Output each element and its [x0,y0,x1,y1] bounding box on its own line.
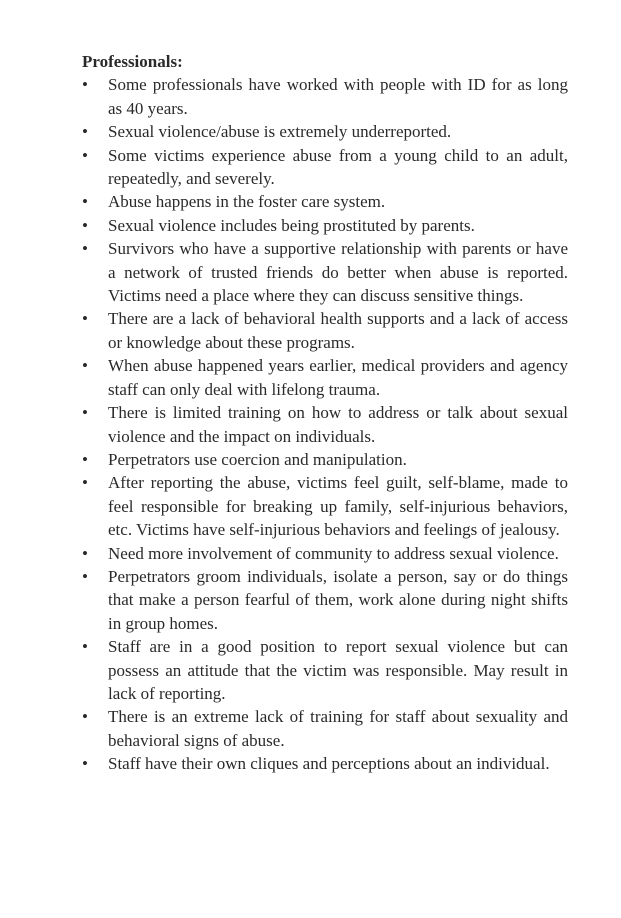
bullet-glyph: • [82,192,88,212]
list-item-text: Abuse happens in the foster care system. [108,192,386,212]
list-item [82,120,568,143]
list-item [82,237,568,307]
list-item-text: Perpetrators use coercion and manipulation. [108,449,407,469]
list-item [82,471,568,541]
list-item-text: There are a lack of behavioral health supports and a lack of access or knowledge about these programs. [108,309,568,352]
bullet-glyph: • [82,637,88,657]
bullet-glyph: • [82,239,88,259]
bullet-glyph: • [82,215,88,235]
list-item-text: Some victims experience abuse from a young child to an adult, repeatedly, and severely. [108,145,568,189]
bullet-glyph: • [82,309,88,329]
list-item [82,635,568,705]
bullet-glyph: • [82,543,88,563]
bullet-glyph: • [82,473,88,493]
list-item [82,565,568,635]
bullet-glyph: • [82,356,88,376]
list-item-text: Survivors who have a supportive relationship with parents or have a network of trusted friends do better when abuse is reported. Victims need a place where they can discuss sensitive things. [108,239,568,306]
list-item-text: Perpetrators groom individuals, isolate a person, say or do things that make a person fearful of them, work alone during night shifts in group homes. [108,566,568,633]
list-item-text: There is an extreme lack of training for staff about sexuality and behavioral signs of abuse. [108,707,568,750]
list-item-text: Staff have their own cliques and perceptions about an individual. [108,754,550,774]
list-item-text: Sexual violence/abuse is extremely underreported. [108,122,452,142]
bullet-glyph: • [82,75,88,95]
list-item-text: When abuse happened years earlier, medical providers and agency staff can only deal with lifelong trauma. [108,356,568,399]
list-item [82,752,568,775]
list-item [82,401,568,448]
bullet-glyph: • [82,707,88,727]
list-item [82,354,568,401]
list-item [82,542,568,565]
section-heading: Professionals: [82,52,183,71]
list-item-text: Staff are in a good position to report sexual violence but can possess an attitude that the victim was responsible. May result in lack of reporting. [108,637,568,703]
list-item [82,705,568,752]
document-page [82,50,568,776]
list-item-text: Some professionals have worked with people with ID for as long as 40 years. [108,75,568,118]
list-item-text: After reporting the abuse, victims feel guilt, self-blame, made to feel responsible for breaking up family, self-injurious behaviors, etc. Victims have self-injurious behaviors and feelings of jealousy. [108,473,568,540]
list-item-text: There is limited training on how to address or talk about sexual violence and the impact on individuals. [108,403,568,446]
bullet-glyph: • [82,145,88,165]
bullet-glyph: • [82,449,88,469]
list-item-text: Need more involvement of community to address sexual violence. [108,543,559,563]
bullet-glyph: • [82,403,88,423]
list-item-text: Sexual violence includes being prostituted by parents. [108,215,475,235]
bullet-list [82,73,568,775]
list-item [82,214,568,237]
list-item [82,307,568,354]
list-item [82,144,568,191]
bullet-glyph: • [82,754,88,774]
list-item [82,73,568,120]
list-item [82,448,568,471]
bullet-glyph: • [82,566,88,586]
list-item [82,190,568,213]
bullet-glyph: • [82,122,88,142]
